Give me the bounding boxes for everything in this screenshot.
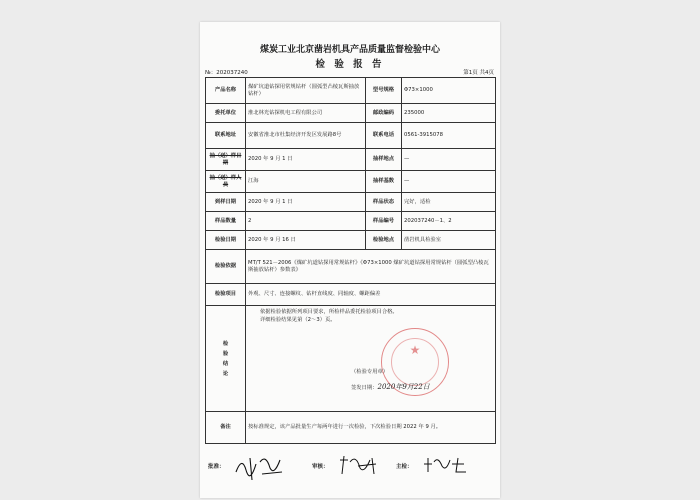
- report-page: [200, 22, 500, 498]
- test-date-value: 2020 年 9 月 16 日: [246, 231, 366, 250]
- arrival-date-label: 到样日期: [206, 193, 246, 212]
- phone-label: 联系电话: [366, 123, 402, 149]
- postcode-value: 235000: [402, 104, 496, 123]
- arrival-date-value: 2020 年 9 月 1 日: [246, 193, 366, 212]
- approve-label: 批准：: [208, 464, 225, 470]
- issue-date-label: 签发日期：: [351, 385, 378, 391]
- sample-date-label: 抽（送）样日期: [206, 149, 246, 171]
- test-label: 主检：: [396, 464, 413, 470]
- report-table: [205, 77, 496, 444]
- remarks-value: 按标准规定，该产品批量生产每两年进行一次检验，下次检验日期 2022 年 9 月。: [246, 412, 496, 444]
- report-number: №：202037240: [205, 70, 248, 76]
- conclusion-label: 检 验 结 论: [206, 306, 246, 412]
- remarks-label: 备注: [206, 412, 246, 444]
- phone-value: 0561-3915078: [402, 123, 496, 149]
- conclusion-line-1: 依据检验依据所列项目要求，所检样品委托检验项目合格。: [260, 309, 398, 315]
- sample-id-label: 样品编号: [366, 212, 402, 231]
- client-label: 委托单位: [206, 104, 246, 123]
- reviewer-signature: [336, 452, 382, 478]
- product-name-value: 煤矿坑道钻探用常规钻杆（圆弧型凸棱瓦斯抽放钻杆）: [246, 78, 366, 104]
- seal-star-icon: ★: [409, 343, 421, 357]
- address-label: 联系地址: [206, 123, 246, 149]
- test-items-value: 外观、尺寸、连接螺纹、钻杆直线度、同轴度、螺距偏差: [246, 284, 496, 306]
- review-label: 审核：: [312, 464, 329, 470]
- sampler-label: 抽（送）样人员: [206, 171, 246, 193]
- conclusion-text: [260, 308, 491, 324]
- issue-date-value: 2020年9月22日: [377, 383, 430, 391]
- test-basis-label: 检验依据: [206, 250, 246, 284]
- base-num-label: 抽样基数: [366, 171, 402, 193]
- issue-date-line: [351, 384, 430, 392]
- sample-date-value: 2020 年 9 月 1 日: [246, 149, 366, 171]
- seal-label: （检验专用章）: [351, 369, 389, 375]
- sample-count-value: 2: [246, 212, 366, 231]
- org-title: 煤炭工业北京凿岩机具产品质量监督检验中心: [259, 45, 440, 55]
- sample-place-label: 抽样地点: [366, 149, 402, 171]
- product-name-label: 产品名称: [206, 78, 246, 104]
- test-place-value: 凿岩机具检验室: [402, 231, 496, 250]
- sample-place-value: —: [402, 149, 496, 171]
- test-date-label: 检验日期: [206, 231, 246, 250]
- client-value: 淮北林光钻探机电工程有限公司: [246, 104, 366, 123]
- test-basis-value: MT/T 521－2006《煤矿坑道钻探用常规钻杆》《Φ73×1000 煤矿坑道钻探用常规钻杆（圆弧型凸棱瓦斯抽放钻杆）参数表》: [246, 250, 496, 284]
- conclusion-cell: [246, 306, 496, 412]
- test-items-label: 检验项目: [206, 284, 246, 306]
- sample-count-label: 样品数量: [206, 212, 246, 231]
- sampler-value: 江海: [246, 171, 366, 193]
- sample-state-value: 完好，适检: [402, 193, 496, 212]
- sample-state-label: 样品状态: [366, 193, 402, 212]
- signature-row: [200, 446, 500, 486]
- sample-id-value: 202037240－1、2: [402, 212, 496, 231]
- approver-signature: [232, 450, 288, 484]
- address-value: 安徽省淮北市杜集经济开发区发展路8号: [246, 123, 366, 149]
- conclusion-line-2: 详细检验结果见第（2～3）页。: [260, 317, 336, 323]
- postcode-label: 邮政编码: [366, 104, 402, 123]
- test-place-label: 检验地点: [366, 231, 402, 250]
- report-title: 检 验 报 告: [315, 59, 385, 70]
- base-num-value: —: [402, 171, 496, 193]
- model-value: Φ73×1000: [402, 78, 496, 104]
- page-info: 第1页 共4页: [463, 70, 494, 76]
- model-label: 型号规格: [366, 78, 402, 104]
- tester-signature: [420, 454, 470, 476]
